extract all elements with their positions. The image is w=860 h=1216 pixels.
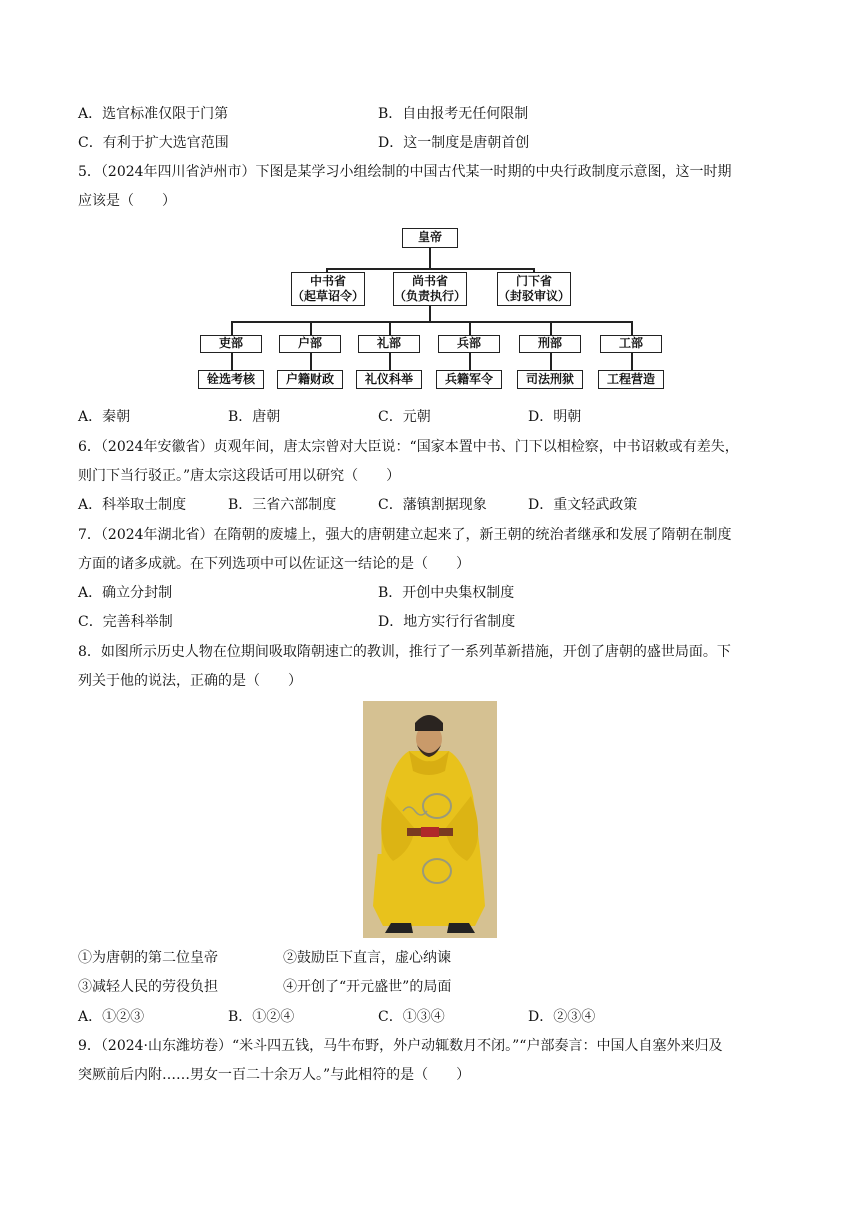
emperor-box: 皇帝 — [402, 228, 458, 248]
q6-stem-line2: 则门下当行驳正。”唐太宗这段话可用以研究（ ） — [78, 468, 401, 484]
q8-stem-line1: 8．如图所示历史人物在位期间吸取隋朝速亡的教训，推行了一系列革新措施，开创了唐朝的盛世局面。下 — [78, 644, 731, 660]
q5-option-d: D．明朝 — [528, 409, 582, 425]
q6-stem-line1: 6．（2024年安徽省）贞观年间，唐太宗曾对大臣说：“国家本置中书、门下以相检察，中书诏敕或有差失， — [78, 439, 739, 455]
ministry-li-personnel: 吏部 — [200, 335, 262, 353]
zhongshu-duty: （起草诏令） — [292, 289, 365, 303]
duty-justice: 司法刑狱 — [517, 370, 583, 389]
q7-option-b: B．开创中央集权制度 — [378, 585, 515, 601]
q8-option-d: D．②③④ — [528, 1009, 596, 1025]
q5-stem-line2: 应该是（ ） — [78, 193, 176, 209]
q9-stem-line2: 突厥前后内附……男女一百二十余万人。”与此相符的是（ ） — [78, 1067, 471, 1083]
q8-stem-line2: 列关于他的说法，正确的是（ ） — [78, 673, 302, 689]
q6-option-b: B．三省六部制度 — [228, 497, 337, 513]
q8-option-a: A．①②③ — [78, 1009, 145, 1025]
ministry-hu: 户部 — [279, 335, 341, 353]
q7-stem-line1: 7．（2024年湖北省）在隋朝的废墟上，强大的唐朝建立起来了，新王朝的统治者继承和发展了隋朝在制度 — [78, 527, 732, 543]
shangshu-box — [393, 272, 467, 306]
q9-stem-line1: 9．（2024·山东潍坊卷）“米斗四五钱，马牛布野，外户动辄数月不闭。”“户部奏言：中国人自塞外来归及 — [78, 1038, 723, 1054]
ministry-li-rites: 礼部 — [358, 335, 420, 353]
duty-personnel: 铨选考核 — [198, 370, 264, 389]
q8-option-c: C．①③④ — [378, 1009, 445, 1025]
q6-option-d: D．重文轻武政策 — [528, 497, 638, 513]
shangshu-name: 尚书省 — [411, 274, 448, 288]
q7-option-a: A．确立分封制 — [78, 585, 173, 601]
zhongshu-name: 中书省 — [309, 274, 346, 288]
central-government-org-chart — [196, 222, 666, 392]
q7-option-c: C．完善科举制 — [78, 614, 173, 630]
q4-option-c: C．有利于扩大选官范围 — [78, 135, 229, 151]
q4-option-b: B．自由报考无任何限制 — [378, 106, 529, 122]
q4-option-a: A．选官标准仅限于门第 — [78, 106, 229, 122]
q7-stem-line2: 方面的诸多成就。在下列选项中可以佐证这一结论的是（ ） — [78, 556, 470, 572]
menxia-box — [497, 272, 571, 306]
q7-option-d: D．地方实行行省制度 — [378, 614, 516, 630]
duty-finance: 户籍财政 — [277, 370, 343, 389]
q8-statement-4: ④开创了“开元盛世”的局面 — [283, 979, 452, 995]
ministry-gong: 工部 — [600, 335, 662, 353]
duty-rites: 礼仪科举 — [356, 370, 422, 389]
q8-statement-2: ②鼓励臣下直言，虚心纳谏 — [283, 950, 451, 966]
q4-option-d: D．这一制度是唐朝首创 — [378, 135, 530, 151]
q5-option-b: B．唐朝 — [228, 409, 281, 425]
q5-option-a: A．秦朝 — [78, 409, 131, 425]
q5-stem-line1: 5．（2024年四川省泸州市）下图是某学习小组绘制的中国古代某一时期的中央行政制度示意图，这一时期 — [78, 164, 732, 180]
zhongshu-box — [291, 272, 365, 306]
ministry-bing: 兵部 — [438, 335, 500, 353]
q5-option-c: C．元朝 — [378, 409, 431, 425]
q6-option-a: A．科举取士制度 — [78, 497, 187, 513]
emperor-portrait — [363, 701, 497, 938]
ministry-xing: 刑部 — [519, 335, 581, 353]
q8-statement-3: ③减轻人民的劳役负担 — [78, 979, 218, 995]
shangshu-duty: （负责执行） — [394, 289, 467, 303]
menxia-duty: （封驳审议） — [498, 289, 571, 303]
duty-construction: 工程营造 — [598, 370, 664, 389]
menxia-name: 门下省 — [515, 274, 552, 288]
q6-option-c: C．藩镇割据现象 — [378, 497, 487, 513]
q8-option-b: B．①②④ — [228, 1009, 295, 1025]
duty-military: 兵籍军令 — [436, 370, 502, 389]
q8-statement-1: ①为唐朝的第二位皇帝 — [78, 950, 218, 966]
